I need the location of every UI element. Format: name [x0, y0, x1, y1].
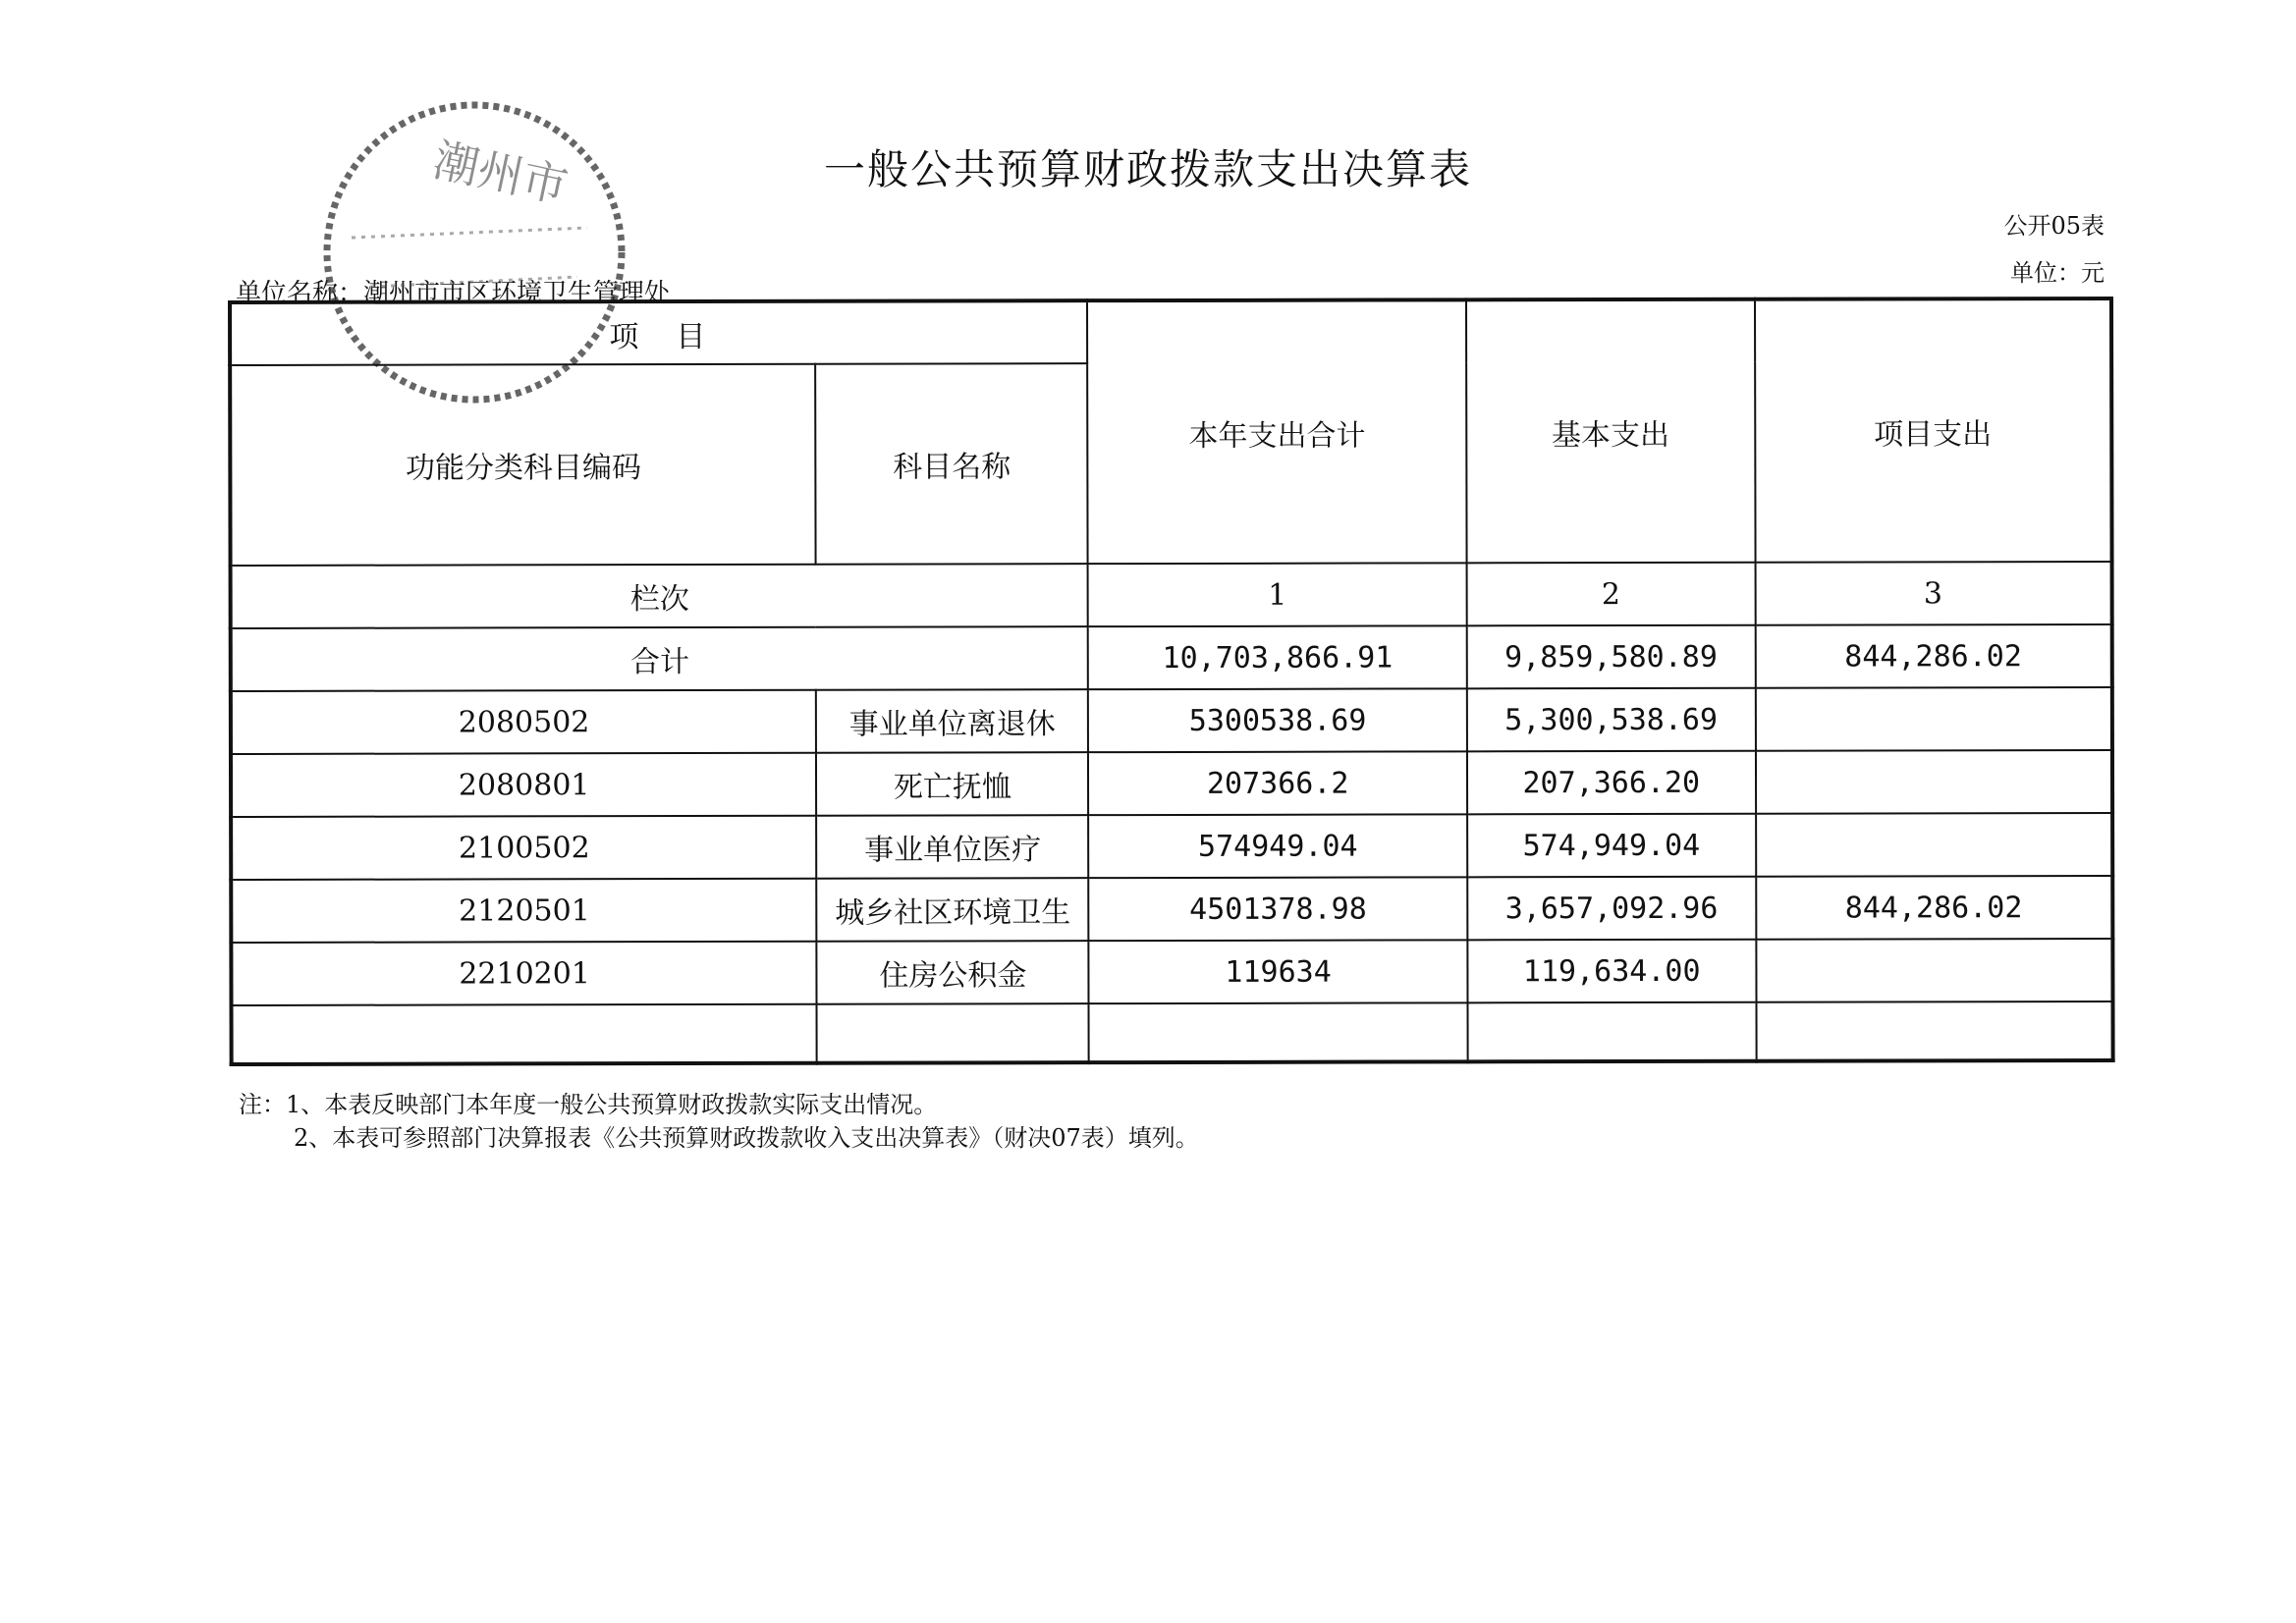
row-name [817, 1003, 1089, 1063]
table-row [231, 876, 2112, 943]
unit-of-measure: 单位：元 [2010, 259, 2105, 287]
table-row [231, 750, 2112, 817]
row-basic: 207,366.20 [1467, 751, 1756, 815]
table-row-empty [232, 1001, 2113, 1064]
row-name: 城乡社区环境卫生 [817, 878, 1089, 942]
stamp-text: 潮州市 [428, 133, 573, 214]
row-basic: 5,300,538.69 [1467, 688, 1756, 752]
row-name: 事业单位医疗 [816, 815, 1088, 879]
table-row [231, 813, 2112, 880]
row-project [1756, 813, 2113, 877]
row-name: 死亡抚恤 [816, 752, 1088, 816]
row-total: 119634 [1089, 940, 1468, 1003]
sum-basic: 9,859,580.89 [1467, 625, 1756, 689]
header-name: 科目名称 [815, 363, 1088, 565]
row-code: 2120501 [231, 879, 816, 943]
row-code [232, 1004, 817, 1064]
row-total: 574949.04 [1089, 814, 1468, 878]
sum-row-label: 合计 [231, 626, 1089, 691]
row-project [1756, 1001, 2113, 1061]
row-project [1756, 939, 2113, 1002]
table-row [231, 687, 2112, 754]
row-code: 2210201 [231, 942, 816, 1005]
column-index-label: 栏次 [231, 564, 1089, 628]
table-row [231, 939, 2112, 1005]
document-title: 一般公共预算财政拨款支出决算表 [823, 145, 1472, 193]
column-index-1: 1 [1088, 563, 1467, 626]
notes [239, 1088, 1199, 1155]
row-total: 207366.2 [1088, 751, 1467, 815]
unit-name-label: 单位名称： [236, 279, 364, 308]
row-basic: 119,634.00 [1467, 940, 1756, 1003]
expenditure-table [228, 297, 2115, 1066]
row-project [1755, 687, 2112, 751]
column-index-3: 3 [1755, 562, 2112, 625]
row-code: 2080801 [231, 753, 816, 817]
header-project: 项 目 [230, 300, 1088, 365]
header-total: 本年支出合计 [1087, 299, 1466, 564]
row-basic: 574,949.04 [1467, 814, 1756, 878]
row-total: 4501378.98 [1089, 877, 1468, 941]
note-1: 注：1、本表反映部门本年度一般公共预算财政拨款实际支出情况。 [239, 1091, 938, 1118]
column-index-2: 2 [1466, 563, 1755, 626]
row-basic [1467, 1002, 1756, 1062]
row-name: 住房公积金 [817, 941, 1089, 1004]
row-basic: 3,657,092.96 [1467, 877, 1756, 941]
form-number: 公开05表 [2003, 212, 2105, 240]
header-project-expenditure: 项目支出 [1755, 298, 2112, 563]
row-total: 5300538.69 [1088, 688, 1467, 752]
header-basic: 基本支出 [1466, 299, 1755, 564]
row-code: 2080502 [231, 690, 816, 754]
unit-name-value: 潮州市市区环境卫生管理处 [363, 279, 671, 308]
row-project [1756, 750, 2113, 814]
note-2: 2、本表可参照部门决算报表《公共预算财政拨款收入支出决算表》（财决07表）填列。 [294, 1124, 1199, 1152]
row-project: 844,286.02 [1756, 876, 2113, 940]
sum-total: 10,703,866.91 [1088, 625, 1467, 689]
row-name: 事业单位离退休 [816, 689, 1088, 753]
header-code: 功能分类科目编码 [230, 364, 816, 566]
row-total [1089, 1002, 1468, 1062]
row-code: 2100502 [231, 816, 816, 880]
sum-project: 844,286.02 [1755, 624, 2112, 688]
